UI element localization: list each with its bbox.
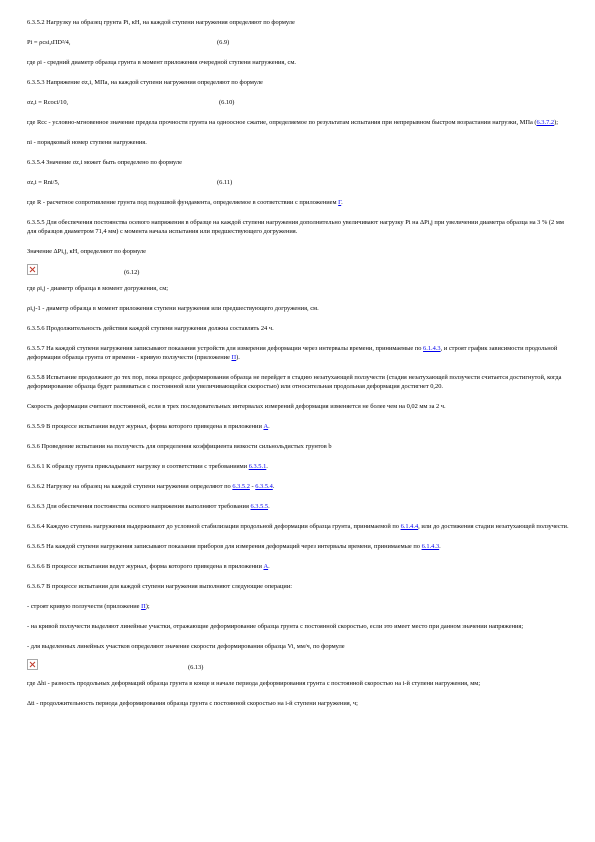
paragraph-where-r: где R - расчетное сопротивление грунта под подошвой фундамента, определяемое в соответствии с приложением Г. xyxy=(27,199,343,206)
paragraph-6-3-6-7: 6.3.6.7 В процессе испытания для каждой ступени нагружения выполняют следующие операции: xyxy=(27,583,293,590)
paragraph-6-3-5-5: 6.3.5.5 Для обеспечения постоянства осевого напряжения в образце на каждой ступени нагружения дополнительно увеличивают нагрузку Pi на ΔPi,j при увеличении диаметра образца на 3 % (2 мм для образцов диаметром 71,4 мм) с момента начала испытания или предшествующего догружения. xyxy=(27,219,566,235)
paragraph-where-rho-ij: где ρi,j - диаметр образца в момент догружения, см; xyxy=(27,285,169,292)
paragraph-6-3-6-3: 6.3.6.3 Для обеспечения постоянства осевого напряжения выполняют требования 6.3.5.5. xyxy=(27,503,270,510)
formula-number: (6.9) xyxy=(217,39,230,46)
paragraph-ni: ni - порядковый номер ступени нагружения. xyxy=(27,139,147,146)
broken-image-icon xyxy=(27,659,38,670)
paragraph-6-3-5-7: 6.3.5.7 На каждой ступени нагружения записывают показания устройств для измерения деформации через интервалы времени, принимаемые по 6.1.4.3, и строят график зависимости продольной деформации образца грунта от времени - кривую ползучести (приложение П). xyxy=(27,345,559,361)
broken-image-icon xyxy=(27,264,38,275)
link-appendix-a[interactable]: А xyxy=(263,423,269,430)
formula-6-9 xyxy=(27,38,572,47)
link-6-1-4-3-b[interactable]: 6.1.4.3 xyxy=(421,543,440,550)
paragraph-delta-p: Значение ΔPi,j, кН, определяют по формуле xyxy=(27,248,146,255)
paragraph-6-3-5-8: 6.3.5.8 Испытание продолжают до тех пор, пока процесс деформирования образца не перейдет в стадию незатухающей ползучести (стадия незатухающей ползучести считается достигнутой, когда деформирование образца будет развиваться с постоянной или увеличивающейся скоростью) или относительная продольная деформация достигнет 0,20. xyxy=(27,374,564,390)
formula-text: σz,i = Rcoci/10, xyxy=(27,99,69,106)
formula-number: (6.11) xyxy=(217,179,233,186)
formula-text: σz,i = Rni/5, xyxy=(27,179,60,186)
link-6-3-7-2[interactable]: 6.3.7.2 xyxy=(536,119,555,126)
paragraph-where-delta-h: где Δhi - разность продольных деформаций образца грунта в конце и начале периода деформирования грунта с постоянной скоростью на i-й ступени нагружения, мм; xyxy=(27,680,481,687)
paragraph-deformation-rate: Скорость деформации считают постоянной, если в трех последовательных интервалах измерений деформация изменяется не более чем на 0,02 мм за 2 ч. xyxy=(27,403,446,410)
link-appendix-g[interactable]: Г xyxy=(338,199,342,206)
link-6-3-5-2[interactable]: 6.3.5.2 xyxy=(232,483,250,490)
paragraph-where-rcc: где Rcc - условно-мгновенное значение предела прочности грунта на одноосное сжатие, определяемое по результатам испытания при непрерывном быстром возрастании нагрузки, МПа (6.3.7.2); xyxy=(27,119,558,126)
formula-number: (6.13) xyxy=(188,664,204,671)
paragraph-6-3-5-6: 6.3.5.6 Продолжительность действия каждой ступени нагружения должна составлять 24 ч. xyxy=(27,325,274,332)
paragraph-rho-ij-1: ρi,j-1 - диаметр образца в момент приложения ступени нагружения или предшествующего догружения, см. xyxy=(27,305,319,312)
list-item-velocity: - для выделенных линейных участков определяют значение скорости деформирования образца Vi, мм/ч, по формуле xyxy=(27,643,345,650)
paragraph-6-3-6-1: 6.3.6.1 К образцу грунта прикладывают нагрузку в соответствии с требованиями 6.3.5.1. xyxy=(27,463,268,470)
paragraph-6-3-5-2: 6.3.5.2 Нагрузку на образец грунта Pi, кН, на каждой ступени нагружения определяют по формуле xyxy=(27,19,295,26)
formula-6-10 xyxy=(27,98,572,107)
paragraph-6-3-6-6: 6.3.6.6 В процессе испытания ведут журнал, форма которого приведена в приложении А. xyxy=(27,563,270,570)
link-6-3-5-1[interactable]: 6.3.5.1 xyxy=(248,463,267,470)
link-6-3-5-5[interactable]: 6.3.5.5 xyxy=(250,503,269,510)
paragraph-6-3-6-5: 6.3.6.5 На каждой ступени нагружения записывают показания приборов для измерения деформаций через интервалы времени, принимаемые по 6.1.4.3. xyxy=(27,543,441,550)
paragraph-6-3-5-3: 6.3.5.3 Напряжение σz,i, МПа, на каждой ступени нагружения определяют по формуле xyxy=(27,79,263,86)
paragraph-delta-t: Δti - продолжительность периода деформирования образца грунта с постоянной скоростью на i-й ступени нагружения, ч; xyxy=(27,700,358,707)
link-6-3-5-4[interactable]: 6.3.5.4 xyxy=(255,483,273,490)
formula-6-13 xyxy=(27,657,572,672)
paragraph-6-3-5-9: 6.3.5.9 В процессе испытания ведут журнал, форма которого приведена в приложении А. xyxy=(27,423,270,430)
paragraph-where-rho: где ρi - средний диаметр образца грунта в момент приложения очередной ступени нагружения, см. xyxy=(27,59,297,66)
formula-6-12 xyxy=(27,262,572,277)
link-appendix-p[interactable]: П xyxy=(231,354,237,361)
link-6-1-4-4[interactable]: 6.1.4.4 xyxy=(400,523,419,530)
formula-text: Pi = ρcsi,ιΠD²/4, xyxy=(27,39,71,46)
link-appendix-p-b[interactable]: П xyxy=(141,603,146,610)
list-item-linear-sections: - на кривой ползучести выделяют линейные участки, отражающие деформирование образца грунта с постоянной скоростью, если это имеет место при данном значении напряжения; xyxy=(27,623,524,630)
formula-6-11 xyxy=(27,178,572,187)
link-6-1-4-3[interactable]: 6.1.4.3 xyxy=(423,345,441,352)
list-item-creep-curve: - строят кривую ползучести (приложение П); xyxy=(27,603,150,610)
formula-number: (6.12) xyxy=(124,269,140,276)
formula-number: (6.10) xyxy=(219,99,235,106)
paragraph-6-3-6-4: 6.3.6.4 Каждую ступень нагружения выдерживают до условной стабилизации продольной деформации образца грунта, принимаемой по 6.1.4.4, или до достижения стадии незатухающей ползучести. xyxy=(27,523,569,530)
link-appendix-a-b[interactable]: А xyxy=(263,563,269,570)
paragraph-6-3-6-2: 6.3.6.2 Нагрузку на образец на каждой ступени нагружения определяют по 6.3.5.2 - 6.3.5.4. xyxy=(27,483,275,490)
paragraph-6-3-5-4: 6.3.5.4 Значение σz,i может быть определено по формуле xyxy=(27,159,182,166)
document-page xyxy=(27,16,572,708)
paragraph-6-3-6: 6.3.6 Проведение испытания на ползучесть для определения коэффициента вязкости сильнольдистых грунтов b xyxy=(27,443,332,450)
